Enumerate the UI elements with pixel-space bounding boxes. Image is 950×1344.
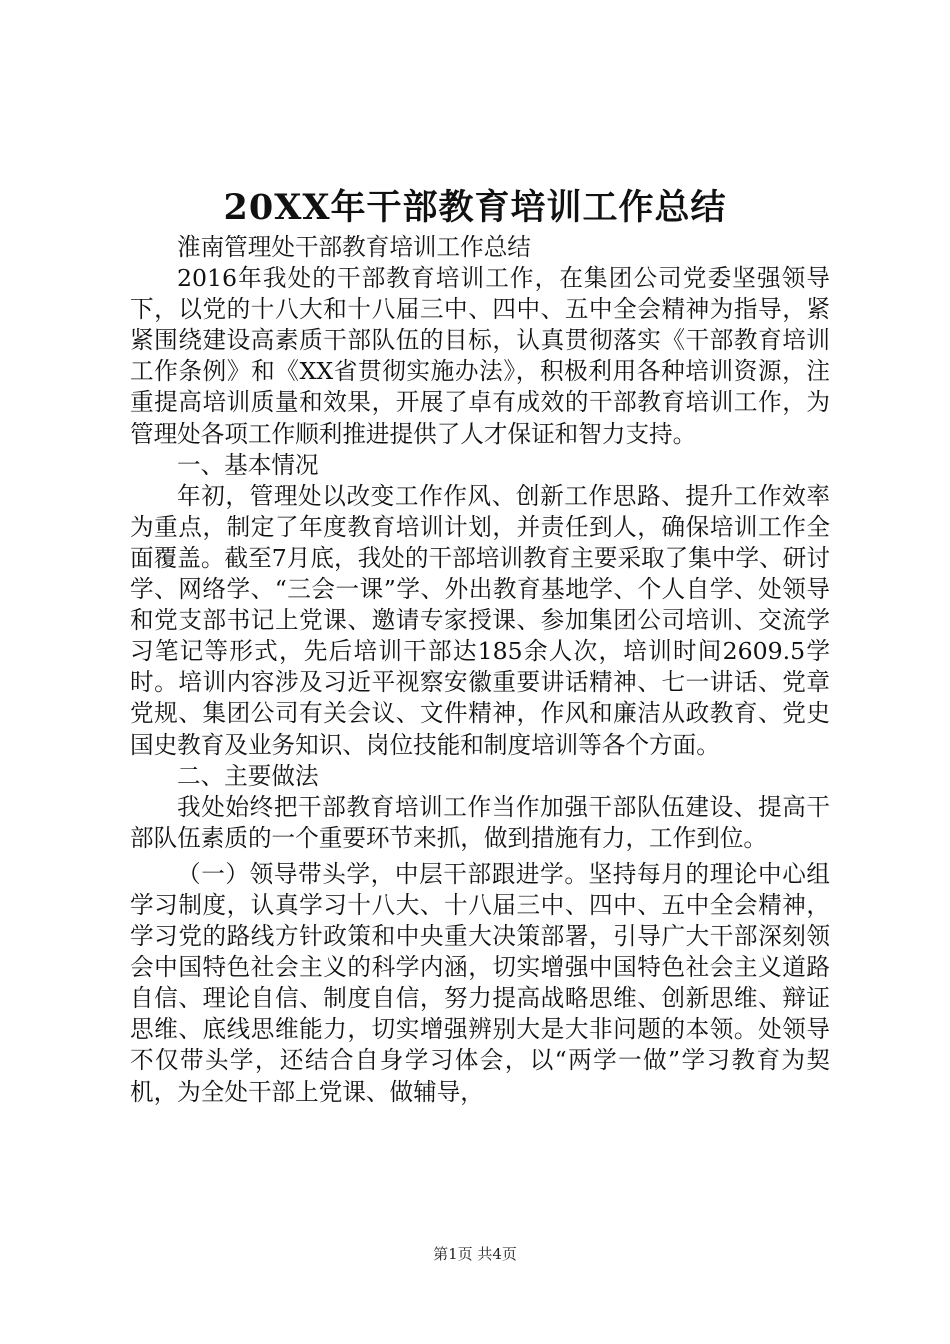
page-footer: 第1页 共4页 (433, 1245, 517, 1263)
intro-paragraph: 2016年我处的干部教育培训工作，在集团公司党委坚强领导下，以党的十八大和十八届三中、四中、五中全会精神为指导，紧紧围绕建设高素质干部队伍的目标，认真贯彻落实《干部教育培训工作条例》和《XX省贯彻实施办法》，积极利用各种培训资源，注重提高培训质量和效果，开展了卓有成效的干部教育培训工作，为管理处各项工作顺利推进提供了人才保证和智力支持。 (130, 264, 830, 448)
basic-situation-paragraph: 年初，管理处以改变工作作风、创新工作思路、提升工作效率为重点，制定了年度教育培训计划，并责任到人，确保培训工作全面覆盖。截至7月底，我处的干部培训教育主要采取了集中学、研讨学、网络学、“三会一课”学、外出教育基地学、个人自学、处领导和党支部书记上党课、邀请专家授课、参加集团公司培训、交流学习笔记等形式，先后培训干部达185余人次，培训时间2609.5学时。培训内容涉及习近平视察安徽重要讲话精神、七一讲话、党章党规、集团公司有关会议、文件精神，作风和廉洁从政教育、党史国史教育及业务知识、岗位技能和制度培训等各个方面。 (130, 481, 830, 759)
document-body (130, 232, 830, 1108)
section-heading-methods: 二、主要做法 (177, 761, 319, 790)
document-title: 20XX年干部教育培训工作总结 (223, 187, 727, 228)
section-heading-basic: 一、基本情况 (177, 450, 319, 479)
methods-item-1-paragraph: （一）领导带头学，中层干部跟进学。坚持每月的理论中心组学习制度，认真学习十八大、十八届三中、四中、五中全会精神，学习党的路线方针政策和中央重大决策部署，引导广大干部深刻领会中国特色社会主义的科学内涵，切实增强中国特色社会主义道路自信、理论自信、制度自信，努力提高战略思维、创新思维、辩证思维、底线思维能力，切实增强辨别大是大非问题的本领。处领导不仅带头学，还结合自身学习体会，以“两学一做”学习教育为契机，为全处干部上党课、做辅导， (130, 859, 830, 1106)
methods-intro-paragraph: 我处始终把干部教育培训工作当作加强干部队伍建设、提高干部队伍素质的一个重要环节来抓，做到措施有力，工作到位。 (130, 792, 830, 852)
subtitle-paragraph: 淮南管理处干部教育培训工作总结 (177, 233, 531, 261)
